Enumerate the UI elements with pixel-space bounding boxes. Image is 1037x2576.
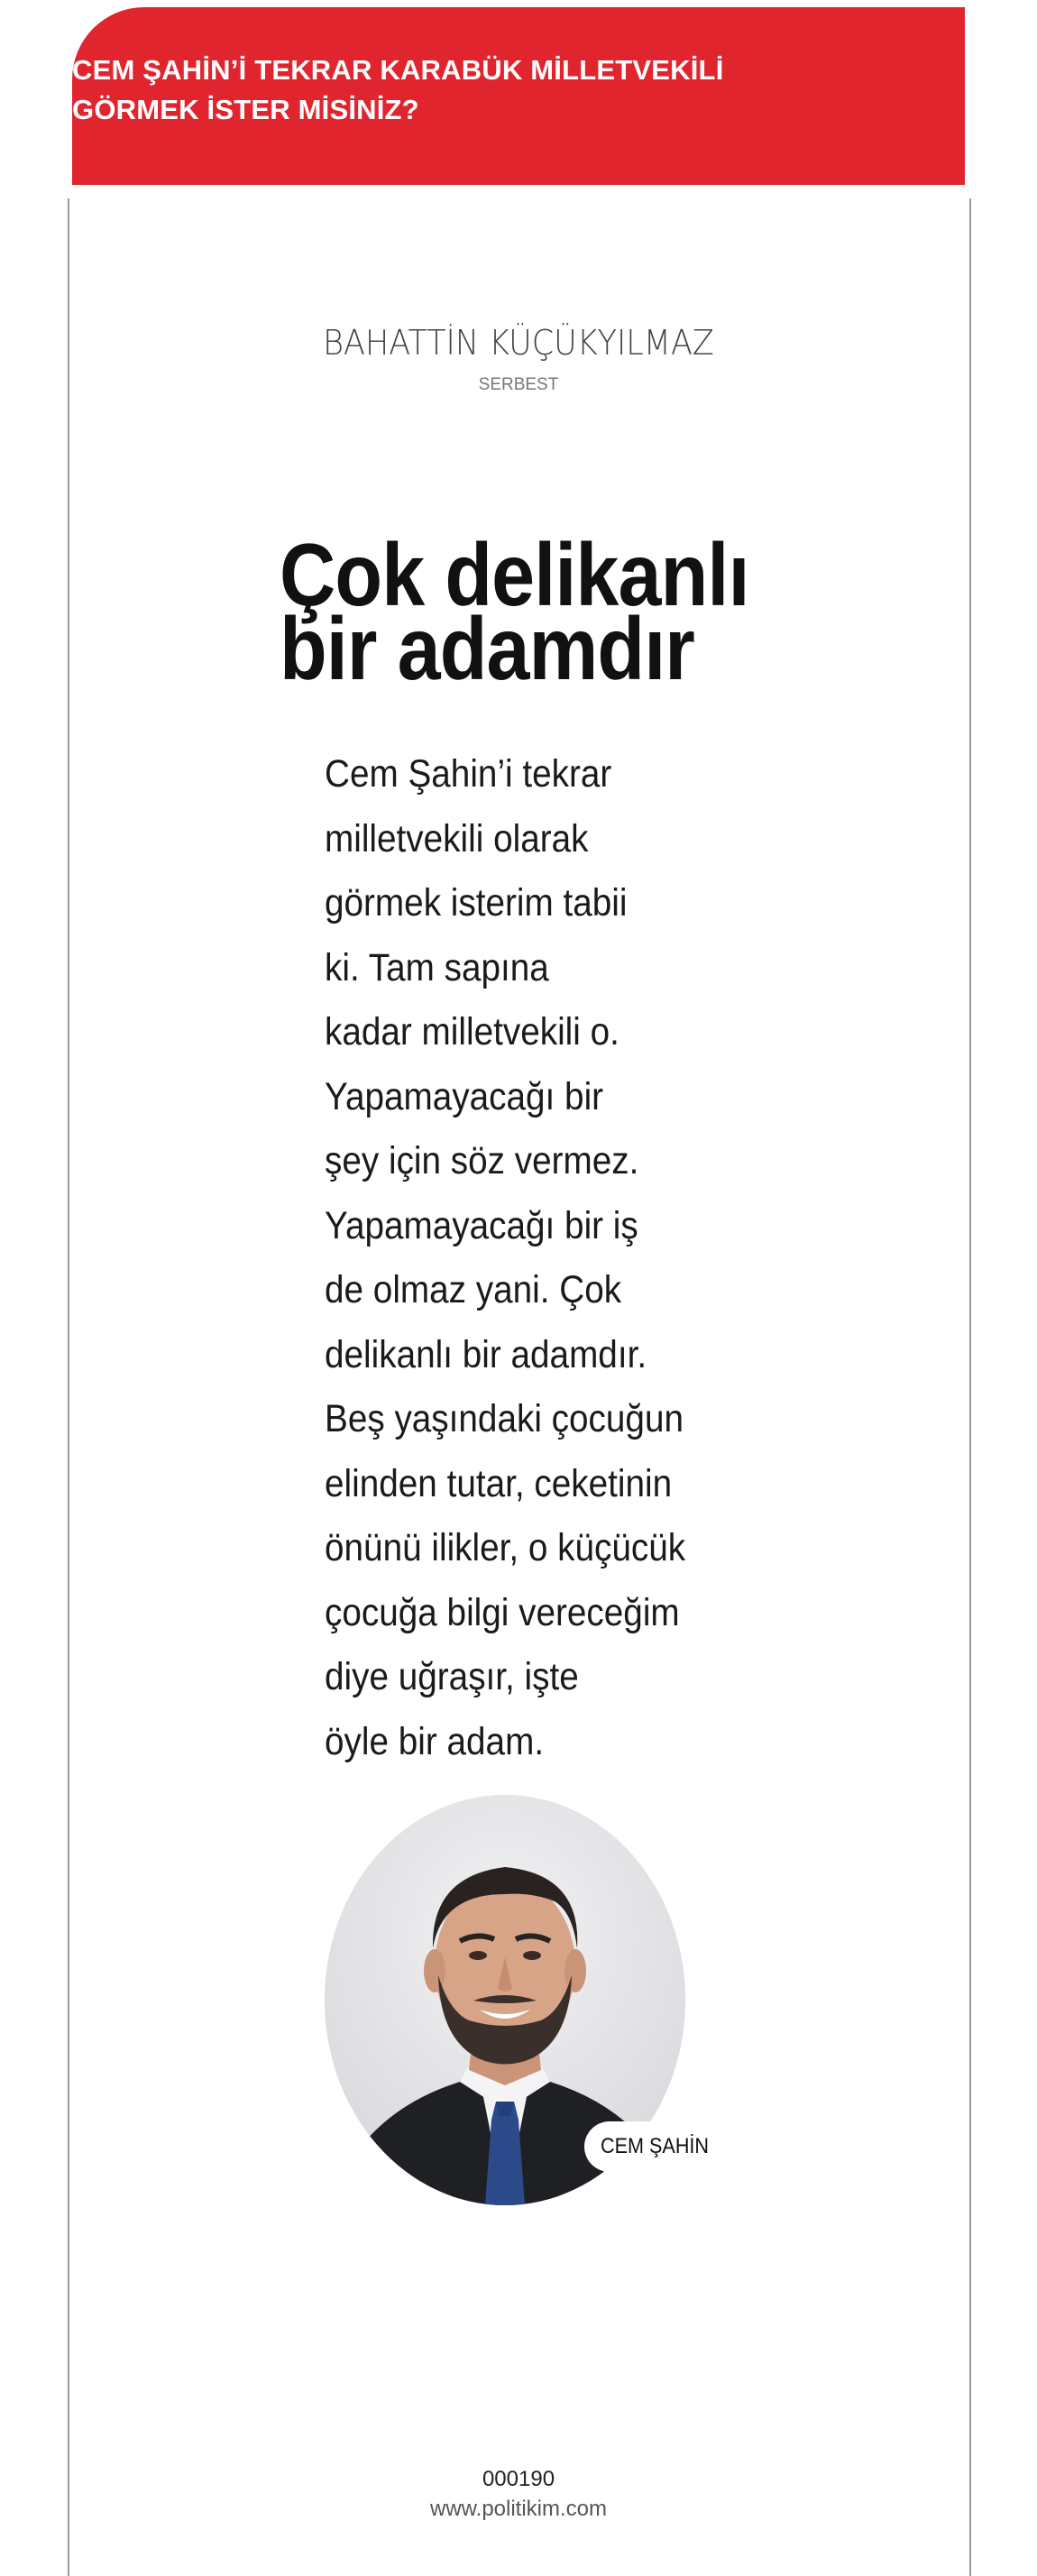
quote-body-line: önünü ilikler, o küçücük: [325, 1526, 686, 1569]
quote-headline-line-1: Çok delikanlı: [280, 525, 749, 624]
header-title: [72, 51, 866, 130]
quote-body-line: görmek isterim tabii: [325, 881, 628, 925]
header-title-line-2: GÖRMEK İSTER MİSİNİZ?: [72, 94, 419, 125]
quote-body: [325, 742, 830, 1774]
quote-body-line: kadar milletvekili o.: [325, 1010, 619, 1053]
quote-body-line: Beş yaşındaki çocuğun: [325, 1397, 684, 1440]
quote-body-line: diye uğraşır, işte: [325, 1655, 579, 1698]
quote-body-line: öyle bir adam.: [325, 1719, 545, 1763]
footer-website-link[interactable]: www.politikim.com: [429, 2497, 608, 2521]
author-role: SERBEST: [478, 375, 559, 394]
quote-body-line: elinden tutar, ceketinin: [325, 1461, 673, 1505]
quote-body-line: de olmaz yani. Çok: [325, 1268, 622, 1311]
header-title-line-1: CEM ŞAHİN’İ TEKRAR KARABÜK MİLLETVEKİLİ: [72, 54, 724, 86]
quote-body-line: delikanlı bir adamdır.: [325, 1332, 647, 1376]
quote-body-line: Yapamayacağı bir iş: [325, 1203, 638, 1247]
frame-left-border: [68, 198, 69, 2576]
quote-body-line: Cem Şahin’i tekrar: [325, 752, 612, 796]
frame-right-border: [969, 198, 971, 2576]
quote-headline-line-2: bir adamdır: [280, 599, 694, 698]
quote-body-line: milletvekili olarak: [325, 816, 589, 860]
photo-caption: CEM ŞAHİN: [601, 2134, 710, 2158]
author-name: BAHATTİN KÜÇÜKYILMAZ: [323, 323, 714, 363]
quote-body-line: Yapamayacağı bir: [325, 1074, 604, 1118]
quote-body-line: çocuğa bilgi vereceğim: [325, 1590, 680, 1634]
quote-body-line: ki. Tam sapına: [325, 945, 549, 989]
footer-number: 000190: [482, 2467, 555, 2491]
quote-headline: [280, 525, 756, 698]
quote-body-line: şey için söz vermez.: [325, 1139, 639, 1182]
